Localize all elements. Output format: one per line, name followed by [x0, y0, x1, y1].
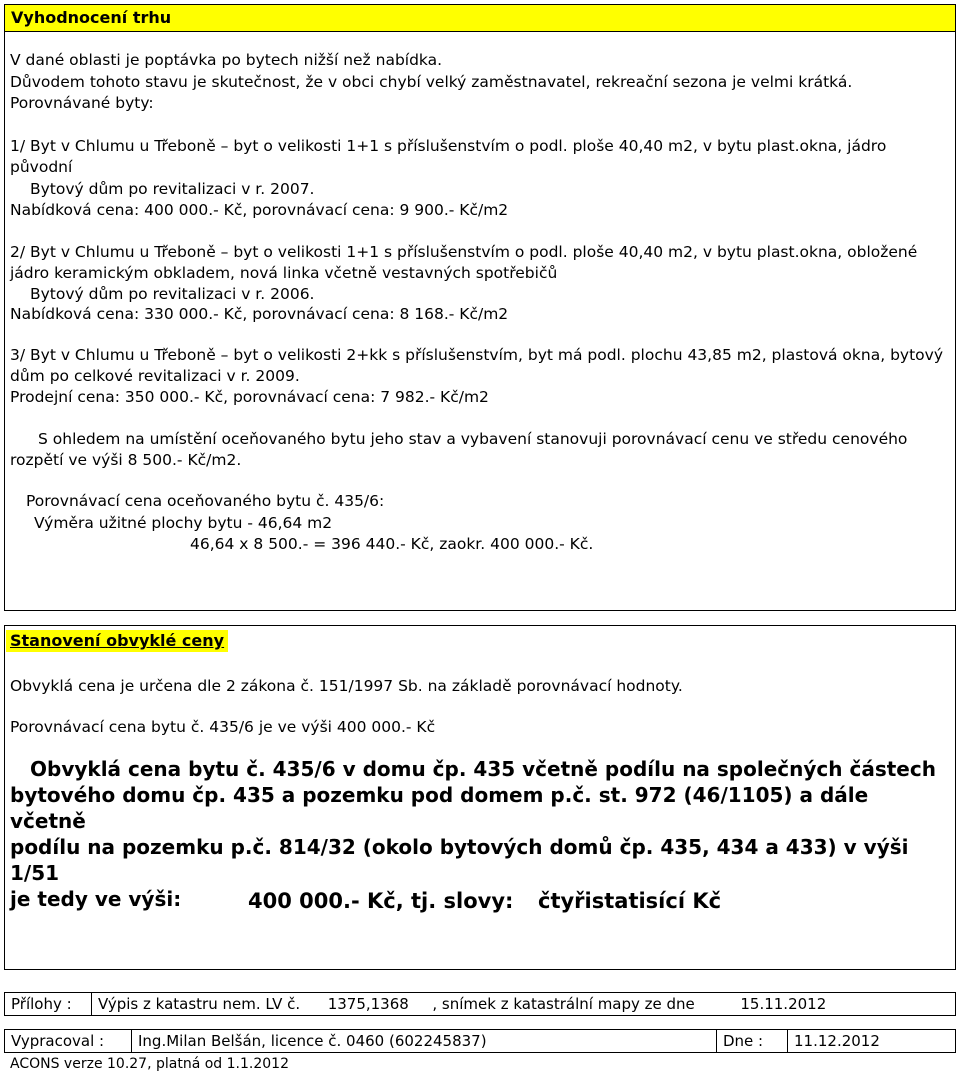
- attachments-label: Přílohy :: [5, 993, 92, 1016]
- author-label: Vypracoval :: [5, 1030, 132, 1053]
- attachment-map-text: , snímek z katastrální mapy ze dne: [432, 995, 695, 1013]
- comparable-3-line: dům po celkové revitalizaci v r. 2009.: [10, 367, 300, 385]
- attachment-lv-number: 1375,1368: [327, 995, 409, 1013]
- date-label: Dne :: [717, 1030, 788, 1053]
- attachment-lv-text: Výpis z katastru nem. LV č.: [98, 995, 301, 1013]
- statement-line: bytového domu čp. 435 a pozemku pod domem p.č. st. 972 (46/1105) a dále včetně: [10, 783, 869, 833]
- statement-line: podílu na pozemku p.č. 814/32 (okolo bytových domů čp. 435, 434 a 433) v výši 1/51: [10, 835, 909, 885]
- text-line: Porovnávané byty:: [10, 94, 154, 112]
- statement-line: Obvyklá cena bytu č. 435/6 v domu čp. 435 včetně podílu na společných částech: [30, 757, 936, 781]
- final-amount-words: čtyřistatisící Kč: [538, 889, 722, 913]
- attachment-date: 15.11.2012: [740, 995, 827, 1013]
- author-table: [4, 1029, 956, 1053]
- valuation-heading: Porovnávací cena oceňovaného bytu č. 435/6:: [26, 492, 385, 510]
- attachments-table: [4, 992, 956, 1016]
- method-line: Obvyklá cena je určena dle 2 zákona č. 151/1997 Sb. na základě porovnávací hodnoty.: [10, 677, 683, 695]
- comparable-1-line: 1/ Byt v Chlumu u Třeboně – byt o velikosti 1+1 s příslušenstvím o podl. ploše 40,40 m2, v bytu plast.okna, jádro: [10, 137, 887, 155]
- conclusion-line: S ohledem na umístění oceňovaného bytu jeho stav a vybavení stanovuji porovnávací cenu ve středu cenového: [38, 430, 908, 448]
- section-title-market: Vyhodnocení trhu: [11, 8, 172, 27]
- section-header-market: [4, 4, 956, 32]
- section-title-usual-price: Stanovení obvyklé ceny: [6, 630, 228, 652]
- final-amount: 400 000.- Kč, tj. slovy:: [248, 889, 514, 913]
- calculation-line: 46,64 x 8 500.- = 396 440.- Kč, zaokr. 400 000.- Kč.: [190, 535, 594, 553]
- text-line: V dané oblasti je poptávka po bytech nižší než nabídka.: [10, 51, 443, 69]
- attachments-value: [92, 993, 956, 1016]
- comparison-price-line: Porovnávací cena bytu č. 435/6 je ve výši 400 000.- Kč: [10, 718, 436, 736]
- comparable-2-line: jádro keramickým obkladem, nová linka včetně vestavných spotřebičů: [10, 264, 558, 282]
- conclusion-line: rozpětí ve výši 8 500.- Kč/m2.: [10, 451, 242, 469]
- statement-line: je tedy ve výši:: [10, 887, 182, 911]
- comparable-2-line: Bytový dům po revitalizaci v r. 2006.: [30, 285, 315, 303]
- comparable-2-line: 2/ Byt v Chlumu u Třeboně – byt o velikosti 1+1 s příslušenstvím o podl. ploše 40,40 m2, v bytu plast.okna, obložené: [10, 243, 918, 261]
- comparable-1-price: Nabídková cena: 400 000.- Kč, porovnávací cena: 9 900.- Kč/m2: [10, 201, 509, 219]
- comparable-1-line: Bytový dům po revitalizaci v r. 2007.: [30, 180, 315, 198]
- text-line: Důvodem tohoto stavu je skutečnost, že v obci chybí velký zaměstnavatel, rekreační sezona je velmi krátká.: [10, 73, 853, 91]
- comparable-2-price: Nabídková cena: 330 000.- Kč, porovnávací cena: 8 168.- Kč/m2: [10, 305, 509, 323]
- comparable-1-line: původní: [10, 158, 73, 176]
- comparable-3-price: Prodejní cena: 350 000.- Kč, porovnávací cena: 7 982.- Kč/m2: [10, 388, 489, 406]
- area-line: Výměra užitné plochy bytu - 46,64 m2: [34, 514, 333, 532]
- author-name: Ing.Milan Belšán, licence č. 0460 (602245837): [132, 1030, 717, 1053]
- comparable-3-line: 3/ Byt v Chlumu u Třeboně – byt o velikosti 2+kk s příslušenstvím, byt má podl. plochu 43,85 m2, plastová okna, bytový: [10, 346, 943, 364]
- date-value: 11.12.2012: [788, 1030, 956, 1053]
- software-footer: ACONS verze 10.27, platná od 1.1.2012: [10, 1056, 289, 1072]
